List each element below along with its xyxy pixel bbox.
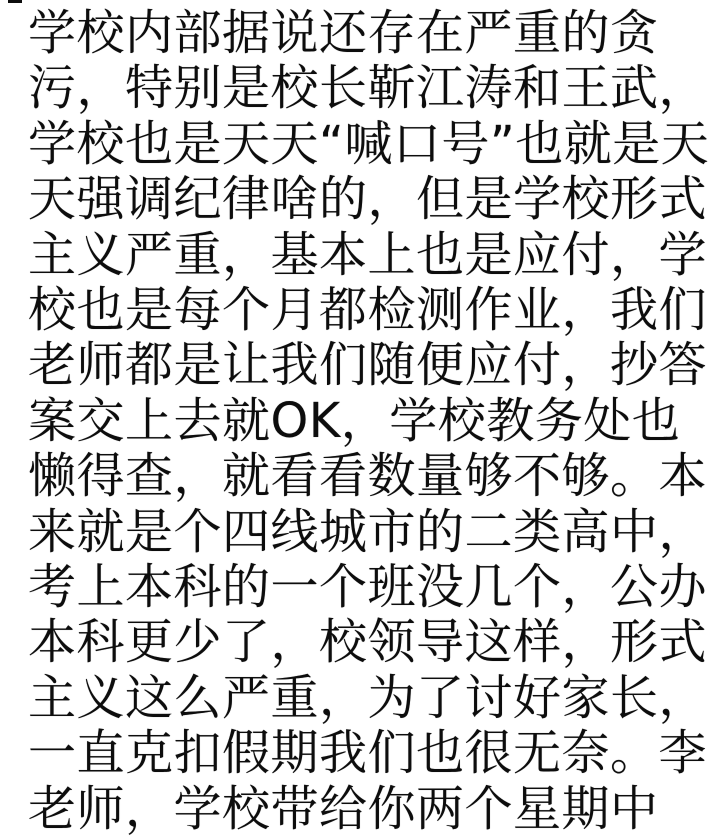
- text-line-11: 考上本科的一个班没几个，公办: [28, 559, 708, 616]
- text-line-2: 污，特别是校长靳江涛和王武，: [28, 60, 708, 117]
- text-line-15-partial: 老师，学校带给你两个星期中: [28, 780, 659, 837]
- text-line-14: 一直克扣假期我们也很无奈。李: [28, 725, 708, 782]
- text-line-9: 懒得查，就看看数量够不够。本: [28, 448, 708, 505]
- text-line-3: 学校也是天天“喊口号”也就是天: [28, 115, 710, 172]
- text-line-6: 校也是每个月都检测作业，我们: [28, 282, 708, 339]
- text-line-1: 学校内部据说还存在严重的贪: [28, 5, 659, 61]
- clipped-previous-line-fragment: [8, 0, 22, 3]
- text-line-8: 案交上去就OK，学校教务处也: [28, 392, 681, 449]
- text-line-10: 来就是个四线城市的二类高中，: [28, 503, 708, 560]
- text-line-7: 老师都是让我们随便应付，抄答: [28, 337, 708, 394]
- text-line-13: 主义这么严重，为了讨好家长，: [28, 669, 708, 726]
- text-line-5: 主义严重，基本上也是应付，学: [28, 226, 708, 283]
- text-line-4: 天强调纪律啥的，但是学校形式: [28, 171, 708, 228]
- text-line-12: 本科更少了，校领导这样，形式: [28, 614, 708, 671]
